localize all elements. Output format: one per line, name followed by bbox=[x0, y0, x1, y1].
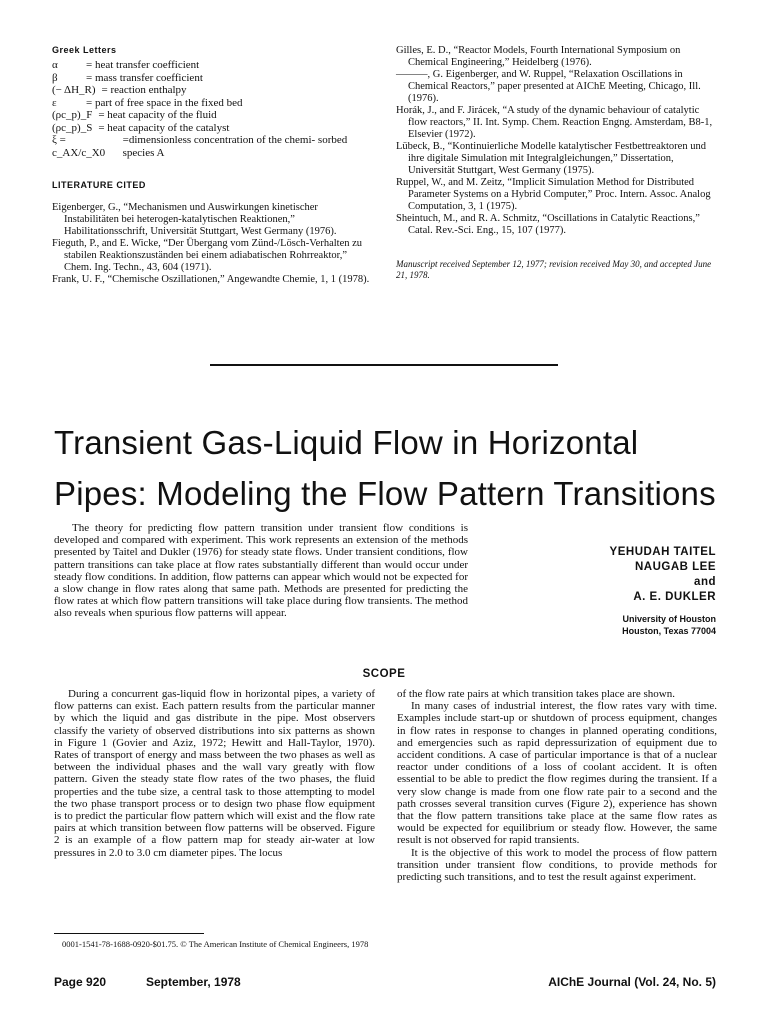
section-divider bbox=[210, 364, 558, 366]
symbol-definition: = mass transfer coefficient bbox=[86, 71, 203, 84]
symbol: β bbox=[52, 71, 58, 84]
scope-right-paragraph-1: of the flow rate pairs at which transition takes place are shown. bbox=[397, 688, 675, 700]
greek-symbol-row bbox=[52, 72, 372, 85]
greek-symbol-row bbox=[52, 59, 372, 72]
symbol-definition: = heat transfer coefficient bbox=[86, 59, 200, 71]
journal-citation: AIChE Journal (Vol. 24, No. 5) bbox=[548, 975, 716, 989]
greek-symbol-row bbox=[52, 122, 372, 135]
author-conjunction: and bbox=[694, 576, 716, 588]
reference-entry: Gilles, E. D., “Reactor Models, Fourth International Symposium on Chemical Engineering,” Heidelberg (1976). bbox=[396, 45, 681, 68]
reference-entry: Fieguth, P., and E. Wicke, “Der Übergang vom Zünd-/Lösch-Verhalten zu stabilen Reaktionszuständen bei einem adiabatischen Rohrreaktor,” Chem. Ing. Techn., 43, 604 (1971). bbox=[52, 238, 363, 273]
symbol: (− ΔH_R) bbox=[52, 84, 96, 96]
scope-right-paragraph-2: In many cases of industrial interest, the flow rates vary with time. Examples include start-up or shutdown of process equipment, changes in flow rates in response to changes in planned operating conditions, and emergencies such as rapid depressurization of equipment due to accident conditions. A case of particular importance is that of a nuclear reactor under conditions of a loss of coolant accident. It is often essential to be able to predict the flow regimes during the transient. If a very slow change is made from one flow rate pair to a second and the path crosses several transition curves (Figure 2), experience has shown that the flow pattern transitions take place at the same flow rates as would be expected for equilibrium or steady flow. However, the same result is not observed for rapid transients. bbox=[397, 700, 717, 847]
symbol-definition: = reaction enthalpy bbox=[101, 84, 187, 96]
reference-entry: Ruppel, W., and M. Zeitz, “Implicit Simulation Method for Distributed Parameter Systems on a Hybrid Computer,” Proc. Intern. Assoc. Analog Computation, 3, 1 (1975). bbox=[396, 177, 711, 212]
symbol-definition: = part of free space in the fixed bed bbox=[86, 96, 243, 109]
issue-date: September, 1978 bbox=[146, 975, 241, 989]
greek-letters-list bbox=[52, 59, 372, 159]
reference-list-right-section bbox=[396, 45, 716, 281]
manuscript-note: Manuscript received September 12, 1977; revision received May 30, and accepted June 21, 1978. bbox=[396, 259, 712, 280]
scope-right-paragraph-3: It is the objective of this work to model the process of flow pattern transition under transient flow conditions, to provide methods for predicting such transitions, and to test the result against experiment. bbox=[397, 846, 717, 884]
reference-list-left bbox=[52, 202, 374, 286]
title-line-1: Transient Gas-Liquid Flow in Horizontal bbox=[54, 424, 639, 461]
author-2: NAUGAB LEE bbox=[634, 561, 716, 573]
symbol-definition: = heat capacity of the catalyst bbox=[98, 121, 230, 134]
symbol: α bbox=[52, 59, 58, 71]
scope-left-paragraph: During a concurrent gas-liquid flow in horizontal pipes, a variety of flow patterns can exist. Each pattern results from the particular manner by which the liquid and gas distribute in the pipe. Most observers classify the variety of observed distributions into six patterns as shown in Figure 1 (Govier and Aziz, 1972; Hewitt and Hall-Taylor, 1970). Rates of transport of energy and mass between the two phases as well as between the individual phases and the wall vary greatly with flow pattern. Given the steady state flow rates of the two phases, the fluid properties and the tube size, a central task to those attempting to model the two phase transport process or to design two phase flow equipment is to predict the particular flow pattern which will exist and the flow rate pairs at which transition between flow patterns will be observed. Figure 2 is an example of a flow pattern map for steady air-water at low pressures in 2.0 to 3.0 cm diameter pipes. The locus bbox=[54, 688, 375, 859]
greek-letters-heading: Greek Letters bbox=[52, 45, 117, 55]
greek-symbol-row bbox=[52, 84, 372, 97]
symbol: ξ = c_AX/c_X0 bbox=[52, 134, 106, 159]
author-3: A. E. DUKLER bbox=[633, 591, 716, 603]
reference-entry: Frank, U. F., “Chemische Oszillationen,” Angewandte Chemie, 1, 1 (1978). bbox=[52, 274, 370, 285]
literature-cited-heading: LITERATURE CITED bbox=[52, 180, 146, 190]
symbol: (ρc_p)_S bbox=[52, 121, 93, 134]
reference-entry: Sheintuch, M., and R. A. Schmitz, “Oscillations in Catalytic Reactions,” Catal. Rev.-Sci. Eng., 15, 107 (1977). bbox=[396, 213, 700, 236]
article-title bbox=[54, 417, 754, 519]
scope-right-column bbox=[397, 688, 717, 883]
abstract: The theory for predicting flow pattern transition under transient flow conditions is developed and compared with experiment. This work represents an extension of the methods presented by Taitel and Dukler (1976) for steady state flows. Under transient conditions, flow pattern transitions can take place at flow rates substantially different than would occur under steady flow conditions. In addition, flow patterns can appear which would not be expected for a slow change in flow rates along that same path. Methods are presented for predicting the flow rates at which flow pattern transitions will take place during flow transients. The method also reveals when spurious flow patterns will appear. bbox=[54, 522, 468, 620]
greek-symbol-row bbox=[52, 109, 372, 122]
authors-block bbox=[520, 545, 716, 637]
symbol: ε bbox=[52, 96, 57, 109]
symbol: (ρc_p)_F bbox=[52, 109, 93, 121]
footnote-rule bbox=[54, 933, 204, 934]
reference-list-right bbox=[396, 45, 716, 237]
page-number: Page 920 bbox=[54, 975, 107, 989]
symbol-definition: =dimensionless concentration of the chemi- sorbed species A bbox=[122, 134, 348, 159]
greek-symbol-row bbox=[52, 97, 372, 110]
greek-letters-section bbox=[52, 45, 372, 159]
greek-symbol-row bbox=[52, 134, 372, 159]
reference-entry: Lübeck, B., “Kontinuierliche Modelle katalytischer Festbettreaktoren und ihre digitale Simulation mit Integralgleichungen,” Dissertation, Universität Stuttgart, West Germany (1975). bbox=[396, 141, 706, 176]
scope-heading: SCOPE bbox=[362, 668, 406, 680]
scope-left-column bbox=[54, 688, 375, 859]
reference-entry: ———, G. Eigenberger, and W. Ruppel, “Relaxation Oscillations in Chemical Reactors,” paper presented at AIChE Meeting, Chicago, Ill. (1976). bbox=[396, 69, 701, 104]
reference-entry: Horák, J., and F. Jirácek, “A study of the dynamic behaviour of catalytic flow reactors,” II. Int. Symp. Chem. Reaction Engng. Amsterdam, B8-1, Elsevier (1972). bbox=[396, 105, 713, 140]
copyright-note: 0001-1541-78-1688-0920-$01.75. © The American Institute of Chemical Engineers, 1978 bbox=[62, 939, 369, 949]
title-line-2: Pipes: Modeling the Flow Pattern Transitions bbox=[54, 475, 716, 512]
affiliation-line-2: Houston, Texas 77004 bbox=[622, 626, 716, 636]
literature-cited-section bbox=[52, 180, 374, 286]
author-1: YEHUDAH TAITEL bbox=[609, 546, 716, 558]
symbol-definition: = heat capacity of the fluid bbox=[98, 109, 217, 121]
reference-entry: Eigenberger, G., “Mechanismen und Auswirkungen kinetischer Instabilitäten bei heterogen-katalytischen Reaktionen,” Habilitationsschrift, Universität Stuttgart, West Germany (1976). bbox=[52, 202, 337, 237]
affiliation-line-1: University of Houston bbox=[622, 614, 716, 624]
